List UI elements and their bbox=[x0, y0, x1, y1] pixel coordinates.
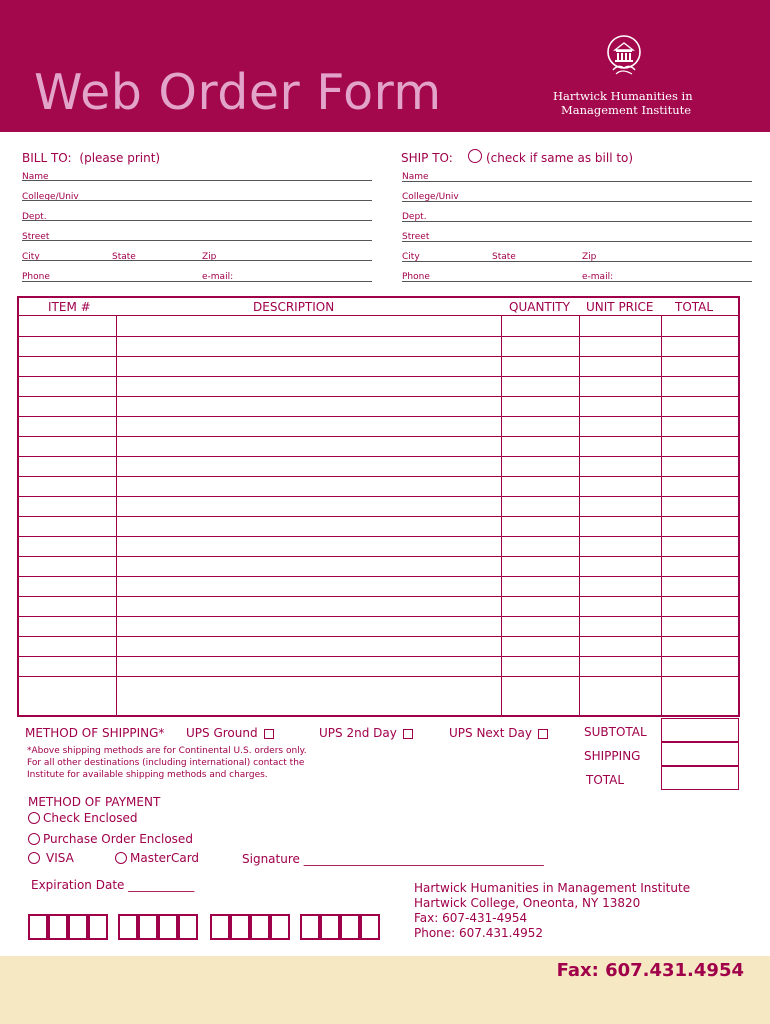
row-divider bbox=[18, 356, 738, 357]
row-divider bbox=[18, 376, 738, 377]
table-row[interactable] bbox=[18, 596, 738, 616]
bill-name-label: Name bbox=[22, 172, 49, 182]
table-row[interactable] bbox=[18, 636, 738, 656]
col-header-quantity: QUANTITY bbox=[509, 300, 570, 314]
row-divider bbox=[18, 496, 738, 497]
ship-street-field[interactable] bbox=[402, 241, 752, 242]
col-header-description: DESCRIPTION bbox=[253, 300, 335, 314]
check-enclosed-label: Check Enclosed bbox=[43, 811, 138, 825]
ship-city-state-zip-field[interactable] bbox=[402, 261, 752, 262]
bill-dept-label: Dept. bbox=[22, 212, 47, 222]
contact-org: Hartwick Humanities in Management Institute bbox=[414, 881, 691, 895]
card-digit-box[interactable] bbox=[88, 914, 108, 940]
bill-email-label: e-mail: bbox=[202, 272, 234, 282]
table-row[interactable] bbox=[18, 536, 738, 556]
table-row[interactable] bbox=[18, 396, 738, 416]
bill-phone-label: Phone bbox=[22, 272, 50, 282]
card-digit-box[interactable] bbox=[250, 914, 270, 940]
row-divider bbox=[18, 476, 738, 477]
table-row[interactable] bbox=[18, 656, 738, 676]
ship-to-label: SHIP TO: bbox=[401, 151, 453, 165]
card-digit-box[interactable] bbox=[320, 914, 340, 940]
col-header-unit-price: UNIT PRICE bbox=[586, 300, 654, 314]
same-as-bill-label: (check if same as bill to) bbox=[486, 151, 634, 165]
bill-phone-email-field[interactable] bbox=[22, 281, 372, 282]
ups-next-day-checkbox[interactable] bbox=[538, 729, 548, 739]
card-digit-box[interactable] bbox=[48, 914, 68, 940]
ups-next-day-label: UPS Next Day bbox=[449, 726, 532, 740]
shipping-note-line1: *Above shipping methods are for Continental U.S. orders only. bbox=[27, 746, 307, 756]
row-divider bbox=[18, 516, 738, 517]
bill-city-label: City bbox=[22, 252, 40, 262]
subtotal-label: SUBTOTAL bbox=[584, 725, 647, 739]
purchase-order-radio[interactable] bbox=[28, 833, 40, 845]
card-digit-box[interactable] bbox=[210, 914, 230, 940]
org-name-line1: Hartwick Humanities in bbox=[553, 89, 693, 103]
contact-phone: Phone: 607.431.4952 bbox=[414, 926, 544, 940]
ship-city-label: City bbox=[402, 252, 420, 262]
ship-state-label: State bbox=[492, 252, 516, 262]
page-title: Web Order Form bbox=[34, 64, 442, 121]
card-digit-box[interactable] bbox=[300, 914, 320, 940]
ship-street-label: Street bbox=[402, 232, 430, 242]
bill-name-field[interactable] bbox=[22, 180, 372, 181]
ups-ground-checkbox[interactable] bbox=[264, 729, 274, 739]
ups-2nd-day-checkbox[interactable] bbox=[403, 729, 413, 739]
ship-name-label: Name bbox=[402, 172, 429, 182]
mastercard-radio[interactable] bbox=[115, 852, 127, 864]
shipping-note-line2: For all other destinations (including international) contact the bbox=[27, 758, 305, 768]
shipping-note-line3: Institute for available shipping methods and charges. bbox=[27, 770, 268, 780]
row-divider bbox=[18, 656, 738, 657]
bill-zip-label: Zip bbox=[202, 252, 217, 262]
table-row[interactable] bbox=[18, 516, 738, 536]
card-digit-box[interactable] bbox=[230, 914, 250, 940]
ship-zip-label: Zip bbox=[582, 252, 597, 262]
ship-college-label: College/Univ bbox=[402, 192, 459, 202]
table-row[interactable] bbox=[18, 496, 738, 516]
table-row[interactable] bbox=[18, 376, 738, 396]
total-field[interactable] bbox=[661, 766, 739, 790]
ship-college-field[interactable] bbox=[402, 201, 752, 202]
card-digit-box[interactable] bbox=[178, 914, 198, 940]
bill-college-label: College/Univ bbox=[22, 192, 79, 202]
row-divider bbox=[18, 456, 738, 457]
row-divider bbox=[18, 596, 738, 597]
shipping-note bbox=[27, 745, 347, 781]
table-row[interactable] bbox=[18, 356, 738, 376]
table-row[interactable] bbox=[18, 316, 738, 336]
ship-dept-label: Dept. bbox=[402, 212, 427, 222]
bill-to-hint: (please print) bbox=[79, 151, 161, 165]
bill-college-field[interactable] bbox=[22, 200, 372, 201]
row-divider bbox=[18, 636, 738, 637]
bill-to-label bbox=[22, 151, 160, 165]
card-digit-box[interactable] bbox=[68, 914, 88, 940]
contact-fax: Fax: 607-431-4954 bbox=[414, 911, 528, 925]
ship-name-field[interactable] bbox=[402, 181, 752, 182]
table-row[interactable] bbox=[18, 476, 738, 496]
payment-method-label: METHOD OF PAYMENT bbox=[28, 795, 161, 809]
row-divider bbox=[18, 436, 738, 437]
org-name bbox=[553, 89, 703, 117]
card-digit-box[interactable] bbox=[28, 914, 48, 940]
check-enclosed-radio[interactable] bbox=[28, 812, 40, 824]
subtotal-field[interactable] bbox=[661, 718, 739, 742]
contact-info bbox=[414, 881, 690, 941]
card-digit-box[interactable] bbox=[270, 914, 290, 940]
ship-phone-email-field[interactable] bbox=[402, 281, 752, 282]
row-divider bbox=[18, 536, 738, 537]
bill-state-label: State bbox=[112, 252, 136, 262]
table-row[interactable] bbox=[18, 336, 738, 356]
shipping-method-label: METHOD OF SHIPPING* bbox=[25, 726, 165, 740]
card-digit-box[interactable] bbox=[158, 914, 178, 940]
bill-to-title: BILL TO: bbox=[22, 151, 72, 165]
row-divider bbox=[18, 556, 738, 557]
card-digit-box[interactable] bbox=[118, 914, 138, 940]
table-row[interactable] bbox=[18, 556, 738, 576]
ship-dept-field[interactable] bbox=[402, 221, 752, 222]
table-row[interactable] bbox=[18, 676, 738, 696]
bill-city-state-zip-field[interactable] bbox=[22, 260, 372, 261]
total-label: TOTAL bbox=[586, 773, 625, 787]
table-row[interactable] bbox=[18, 576, 738, 596]
ups-2nd-day-option[interactable] bbox=[319, 726, 413, 740]
col-header-item: ITEM # bbox=[48, 300, 91, 314]
ship-email-label: e-mail: bbox=[582, 272, 614, 282]
table-row[interactable] bbox=[18, 616, 738, 636]
ship-phone-label: Phone bbox=[402, 272, 430, 282]
ups-next-day-option[interactable] bbox=[449, 726, 548, 740]
table-row[interactable] bbox=[18, 416, 738, 436]
shipping-label: SHIPPING bbox=[584, 749, 641, 763]
footer-fax: Fax: 607.431.4954 bbox=[556, 960, 744, 981]
purchase-order-label: Purchase Order Enclosed bbox=[43, 832, 193, 846]
row-divider bbox=[18, 616, 738, 617]
bill-dept-field[interactable] bbox=[22, 220, 372, 221]
card-digit-box[interactable] bbox=[340, 914, 360, 940]
org-name-line2: Management Institute bbox=[561, 103, 692, 117]
bill-street-field[interactable] bbox=[22, 240, 372, 241]
mastercard-label: MasterCard bbox=[130, 851, 200, 865]
row-divider bbox=[18, 676, 738, 677]
ups-ground-option[interactable] bbox=[186, 726, 274, 740]
visa-radio[interactable] bbox=[28, 852, 40, 864]
same-as-bill-radio[interactable] bbox=[468, 149, 482, 163]
shipping-field[interactable] bbox=[661, 742, 739, 766]
ups-ground-label: UPS Ground bbox=[186, 726, 258, 740]
card-digit-box[interactable] bbox=[360, 914, 380, 940]
ups-2nd-day-label: UPS 2nd Day bbox=[319, 726, 397, 740]
col-header-total: TOTAL bbox=[675, 300, 714, 314]
contact-address: Hartwick College, Oneonta, NY 13820 bbox=[414, 896, 641, 910]
table-row[interactable] bbox=[18, 456, 738, 476]
expiration-date-field[interactable]: Expiration Date ___________ bbox=[31, 878, 195, 892]
bill-street-label: Street bbox=[22, 232, 50, 242]
row-divider bbox=[18, 396, 738, 397]
table-row[interactable] bbox=[18, 436, 738, 456]
row-divider bbox=[18, 576, 738, 577]
visa-label: VISA bbox=[46, 851, 74, 865]
signature-field[interactable]: Signature ________________________________________ bbox=[242, 852, 544, 866]
building-logo-icon bbox=[606, 34, 642, 80]
card-digit-box[interactable] bbox=[138, 914, 158, 940]
row-divider bbox=[18, 336, 738, 337]
row-divider bbox=[18, 416, 738, 417]
